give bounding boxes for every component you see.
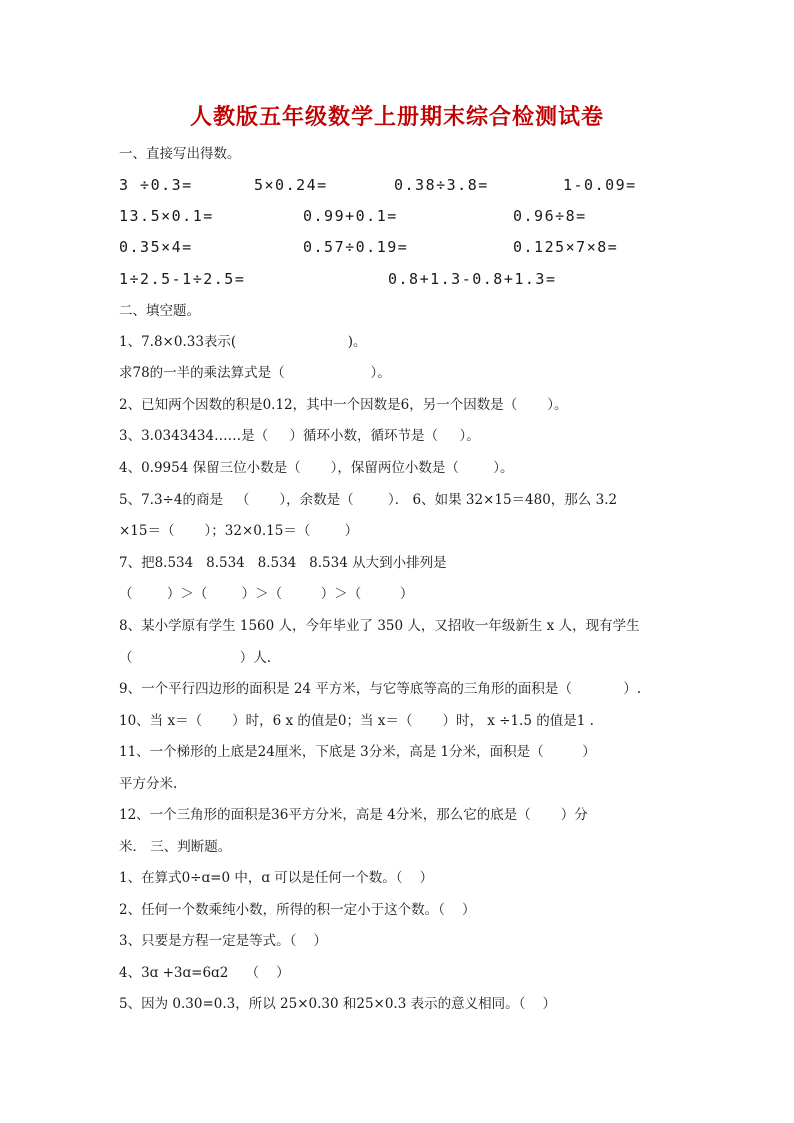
calc-item: 0.8+1.3-0.8+1.3= — [388, 270, 557, 288]
question-line: 11、一个梯形的上底是24厘米，下底是 3分米，高是 1分米，面积是（ ） — [119, 744, 596, 760]
question-line: 2、已知两个因数的积是0.12，其中一个因数是6，另一个因数是（ ）。 — [119, 397, 568, 413]
section-heading-1: 一、直接写出得数。 — [119, 146, 241, 162]
question-line: 8、某小学原有学生 1560 人，今年毕业了 350 人，又招收一年级新生 x 人，现有学生 — [119, 618, 640, 634]
question-line: 2、任何一个数乘纯小数，所得的积一定小于这个数。（ ） — [119, 902, 476, 918]
question-line: 7、把8.534 8.534 8.534 8.534 从大到小排列是 — [119, 555, 447, 571]
question-line: 12、一个三角形的面积是36平方分米，高是 4分米，那么它的底是（ ）分 — [119, 807, 588, 823]
question-line: 3、只要是方程一定是等式。（ ） — [119, 933, 328, 949]
question-line: 平方分米. — [119, 776, 178, 792]
question-line: 1、在算式0÷ɑ=0 中，ɑ 可以是任何一个数。（ ） — [119, 870, 434, 886]
section-heading-2: 二、填空题。 — [119, 303, 200, 319]
calc-item: 3 ÷0.3= — [119, 176, 193, 194]
question-line: 米． 三、判断题。 — [119, 839, 232, 855]
calc-item: 5×0.24= — [254, 176, 328, 194]
calc-item: 0.96÷8= — [513, 207, 587, 225]
question-line: 5、因为 0.30=0.3，所以 25×0.30 和25×0.3 表示的意义相同。（ ） — [119, 996, 557, 1012]
question-line: （ ）人. — [119, 650, 272, 666]
question-line: 5、7.3÷4的商是 （ ），余数是（ ）． 6、如果 32×15＝480，那么 3.2 — [119, 492, 618, 508]
calc-item: 1-0.09= — [563, 176, 637, 194]
page-title: 人教版五年级数学上册期末综合检测试卷 — [189, 104, 604, 130]
question-line: 3、3.0343434……是（ ）循环小数，循环节是（ ）。 — [119, 428, 480, 444]
question-line: 求78的一半的乘法算式是（ ）。 — [119, 365, 391, 381]
calc-item: 0.99+0.1= — [303, 207, 398, 225]
calc-item: 0.57÷0.19= — [303, 238, 409, 256]
question-line: （ ）＞（ ）＞（ ）＞（ ） — [119, 586, 414, 602]
question-line: ×15＝（ ）；32×0.15＝（ ） — [119, 523, 359, 539]
calc-item: 0.35×4= — [119, 238, 193, 256]
question-line: 10、当 x＝（ ）时，6 x 的值是0；当 x＝（ ）时， x ÷1.5 的值是1 . — [119, 713, 594, 729]
calc-item: 0.125×7×8= — [513, 238, 619, 256]
question-line: 4、3ɑ +3ɑ=6ɑ2 （ ） — [119, 965, 290, 981]
calc-item: 0.38÷3.8= — [394, 176, 489, 194]
question-line: 9、一个平行四边形的面积是 24 平方米，与它等底等高的三角形的面积是（ ）. — [119, 681, 642, 697]
question-line: 4、0.9954 保留三位小数是（ ），保留两位小数是（ ）。 — [119, 460, 514, 476]
calc-item: 13.5×0.1= — [119, 207, 214, 225]
question-line: 1、7.8×0.33表示( )。 — [119, 334, 367, 350]
calc-item: 1÷2.5-1÷2.5= — [119, 270, 246, 288]
